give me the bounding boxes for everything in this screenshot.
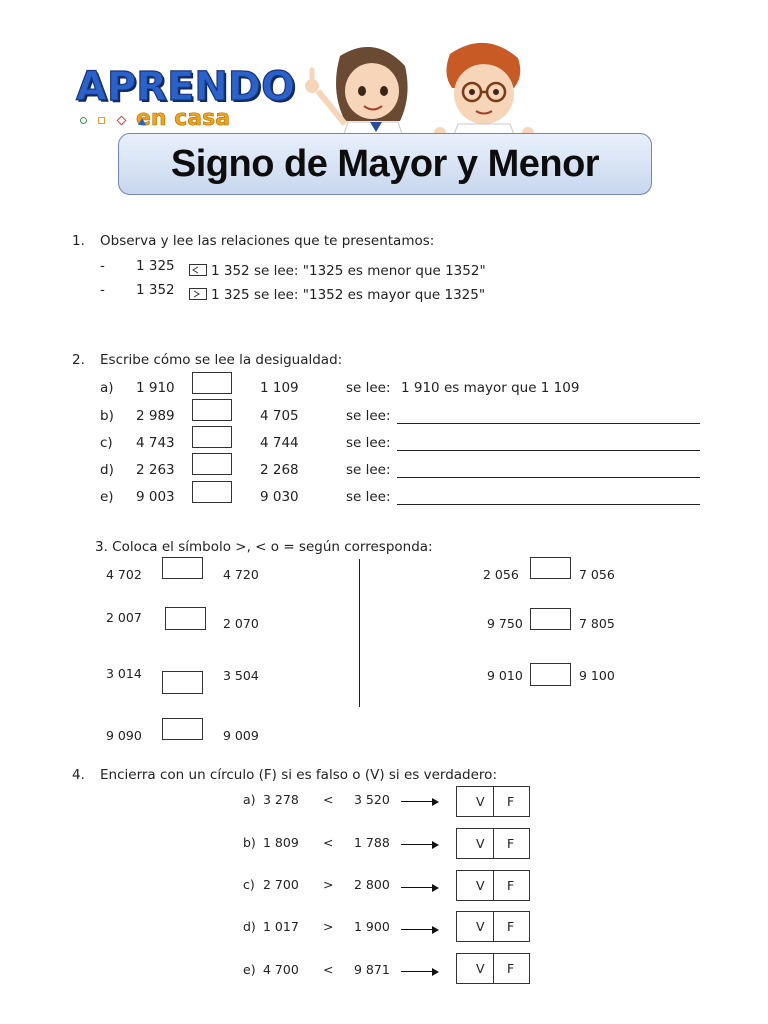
s2-se-lee: se lee: — [346, 462, 391, 478]
s4-value-a: 1 017 — [263, 919, 299, 934]
s2-value-b: 9 030 — [260, 489, 299, 505]
option-v[interactable]: V — [476, 794, 485, 809]
s2-row-label: c) — [100, 435, 113, 451]
arrow-right-icon — [401, 929, 437, 930]
option-v[interactable]: V — [476, 836, 485, 851]
s2-row-label: a) — [100, 380, 114, 396]
s4-value-b: 9 871 — [354, 962, 390, 977]
less-than-box-icon — [189, 264, 207, 276]
s2-row-label: d) — [100, 462, 114, 478]
s4-row-label: d) — [243, 919, 256, 934]
s4-value-b: 1 900 — [354, 919, 390, 934]
true-false-box — [456, 953, 530, 984]
s1-left-value: 1 325 — [136, 258, 175, 274]
s4-value-a: 2 700 — [263, 877, 299, 892]
arrow-right-icon — [401, 887, 437, 888]
symbol-answer-box[interactable] — [192, 453, 232, 475]
symbol-answer-box[interactable] — [530, 663, 571, 686]
s3-value-a: 2 007 — [106, 610, 142, 625]
s4-row-label: c) — [243, 877, 255, 892]
section1-number: 1. — [72, 233, 85, 249]
true-false-box — [456, 786, 530, 817]
s4-value-a: 3 278 — [263, 792, 299, 807]
s4-operator: < — [323, 962, 334, 977]
section3-instruction: 3. Coloca el símbolo >, < o = según corresponda: — [95, 539, 433, 555]
section4-number: 4. — [72, 767, 85, 783]
s3-value-a: 9 750 — [487, 616, 523, 631]
s3-value-a: 4 702 — [106, 567, 142, 582]
s2-se-lee: se lee: — [346, 408, 391, 424]
symbol-answer-box[interactable] — [192, 481, 232, 503]
s3-value-a: 2 056 — [483, 567, 519, 582]
option-v[interactable]: V — [476, 878, 485, 893]
arrow-right-icon — [401, 844, 437, 845]
page-title: Signo de Mayor y Menor — [170, 142, 600, 185]
true-false-box — [456, 911, 530, 942]
s2-value-a: 4 743 — [136, 435, 175, 451]
symbol-answer-box[interactable] — [530, 608, 571, 630]
section1-instruction: Observa y lee las relaciones que te presentamos: — [100, 233, 435, 249]
s4-operator: > — [323, 877, 334, 892]
symbol-answer-box[interactable] — [192, 399, 232, 421]
s2-se-lee: se lee: — [346, 380, 391, 396]
s2-row-label: b) — [100, 408, 114, 424]
boy-icon — [434, 43, 534, 140]
s2-value-a: 2 263 — [136, 462, 175, 478]
s2-value-a: 2 989 — [136, 408, 175, 424]
s3-value-b: 2 070 — [223, 616, 259, 631]
s3-value-b: 9 100 — [579, 668, 615, 683]
true-false-box — [456, 828, 530, 859]
symbol-answer-box[interactable] — [192, 372, 232, 394]
s3-value-b: 9 009 — [223, 728, 259, 743]
title-banner — [118, 133, 652, 195]
answer-line[interactable] — [397, 504, 700, 505]
s1-relation-text: 1 325 se lee: "1352 es mayor que 1325" — [211, 287, 486, 303]
symbol-answer-box[interactable] — [162, 557, 203, 579]
s2-se-lee: se lee: — [346, 435, 391, 451]
s4-row-label: a) — [243, 792, 256, 807]
greater-than-box-icon — [189, 288, 207, 300]
s3-value-a: 9 090 — [106, 728, 142, 743]
s1-dash: - — [100, 258, 105, 274]
symbol-answer-box[interactable] — [530, 557, 571, 579]
s4-row-label: b) — [243, 835, 256, 850]
true-false-box — [456, 870, 530, 901]
s2-value-b: 4 744 — [260, 435, 299, 451]
option-v[interactable]: V — [476, 961, 485, 976]
arrow-right-icon — [401, 971, 437, 972]
option-v[interactable]: V — [476, 919, 485, 934]
symbol-answer-box[interactable] — [165, 607, 206, 630]
s2-value-a: 1 910 — [136, 380, 175, 396]
option-f[interactable]: F — [507, 878, 515, 893]
answer-line[interactable] — [397, 477, 700, 478]
s2-example-answer: 1 910 es mayor que 1 109 — [401, 380, 580, 396]
option-f[interactable]: F — [507, 919, 515, 934]
symbol-answer-box[interactable] — [192, 426, 232, 448]
s2-value-b: 1 109 — [260, 380, 299, 396]
s2-value-a: 9 003 — [136, 489, 175, 505]
s3-value-b: 3 504 — [223, 668, 259, 683]
answer-line[interactable] — [397, 450, 700, 451]
s3-value-b: 7 805 — [579, 616, 615, 631]
kids-illustration — [300, 36, 540, 140]
symbol-answer-box[interactable] — [162, 671, 203, 694]
option-f[interactable]: F — [507, 836, 515, 851]
s4-value-b: 3 520 — [354, 792, 390, 807]
s4-value-b: 1 788 — [354, 835, 390, 850]
logo-en-casa: en casa — [136, 106, 231, 131]
s1-left-value: 1 352 — [136, 282, 175, 298]
option-f[interactable]: F — [507, 961, 515, 976]
section2-instruction: Escribe cómo se lee la desigualdad: — [100, 352, 343, 368]
section4-instruction: Encierra con un círculo (F) si es falso o (V) si es verdadero: — [100, 767, 497, 783]
s2-value-b: 2 268 — [260, 462, 299, 478]
s4-operator: > — [323, 919, 334, 934]
symbol-answer-box[interactable] — [162, 718, 203, 740]
s4-row-label: e) — [243, 962, 256, 977]
girl-icon — [305, 47, 408, 140]
s2-se-lee: se lee: — [346, 489, 391, 505]
section2-number: 2. — [72, 352, 85, 368]
s1-dash: - — [100, 282, 105, 298]
answer-line[interactable] — [397, 423, 700, 424]
s4-value-a: 4 700 — [263, 962, 299, 977]
s4-operator: < — [323, 835, 334, 850]
s3-value-b: 4 720 — [223, 567, 259, 582]
s3-value-a: 9 010 — [487, 668, 523, 683]
column-divider — [359, 559, 360, 707]
s4-value-b: 2 800 — [354, 877, 390, 892]
s3-value-a: 3 014 — [106, 666, 142, 681]
s3-value-b: 7 056 — [579, 567, 615, 582]
arrow-right-icon — [401, 801, 437, 802]
s2-value-b: 4 705 — [260, 408, 299, 424]
s2-row-label: e) — [100, 489, 114, 505]
s4-value-a: 1 809 — [263, 835, 299, 850]
s1-relation-text: 1 352 se lee: "1325 es menor que 1352" — [211, 263, 486, 279]
option-f[interactable]: F — [507, 794, 515, 809]
logo-aprendo: APRENDO — [76, 64, 296, 110]
s4-operator: < — [323, 792, 334, 807]
